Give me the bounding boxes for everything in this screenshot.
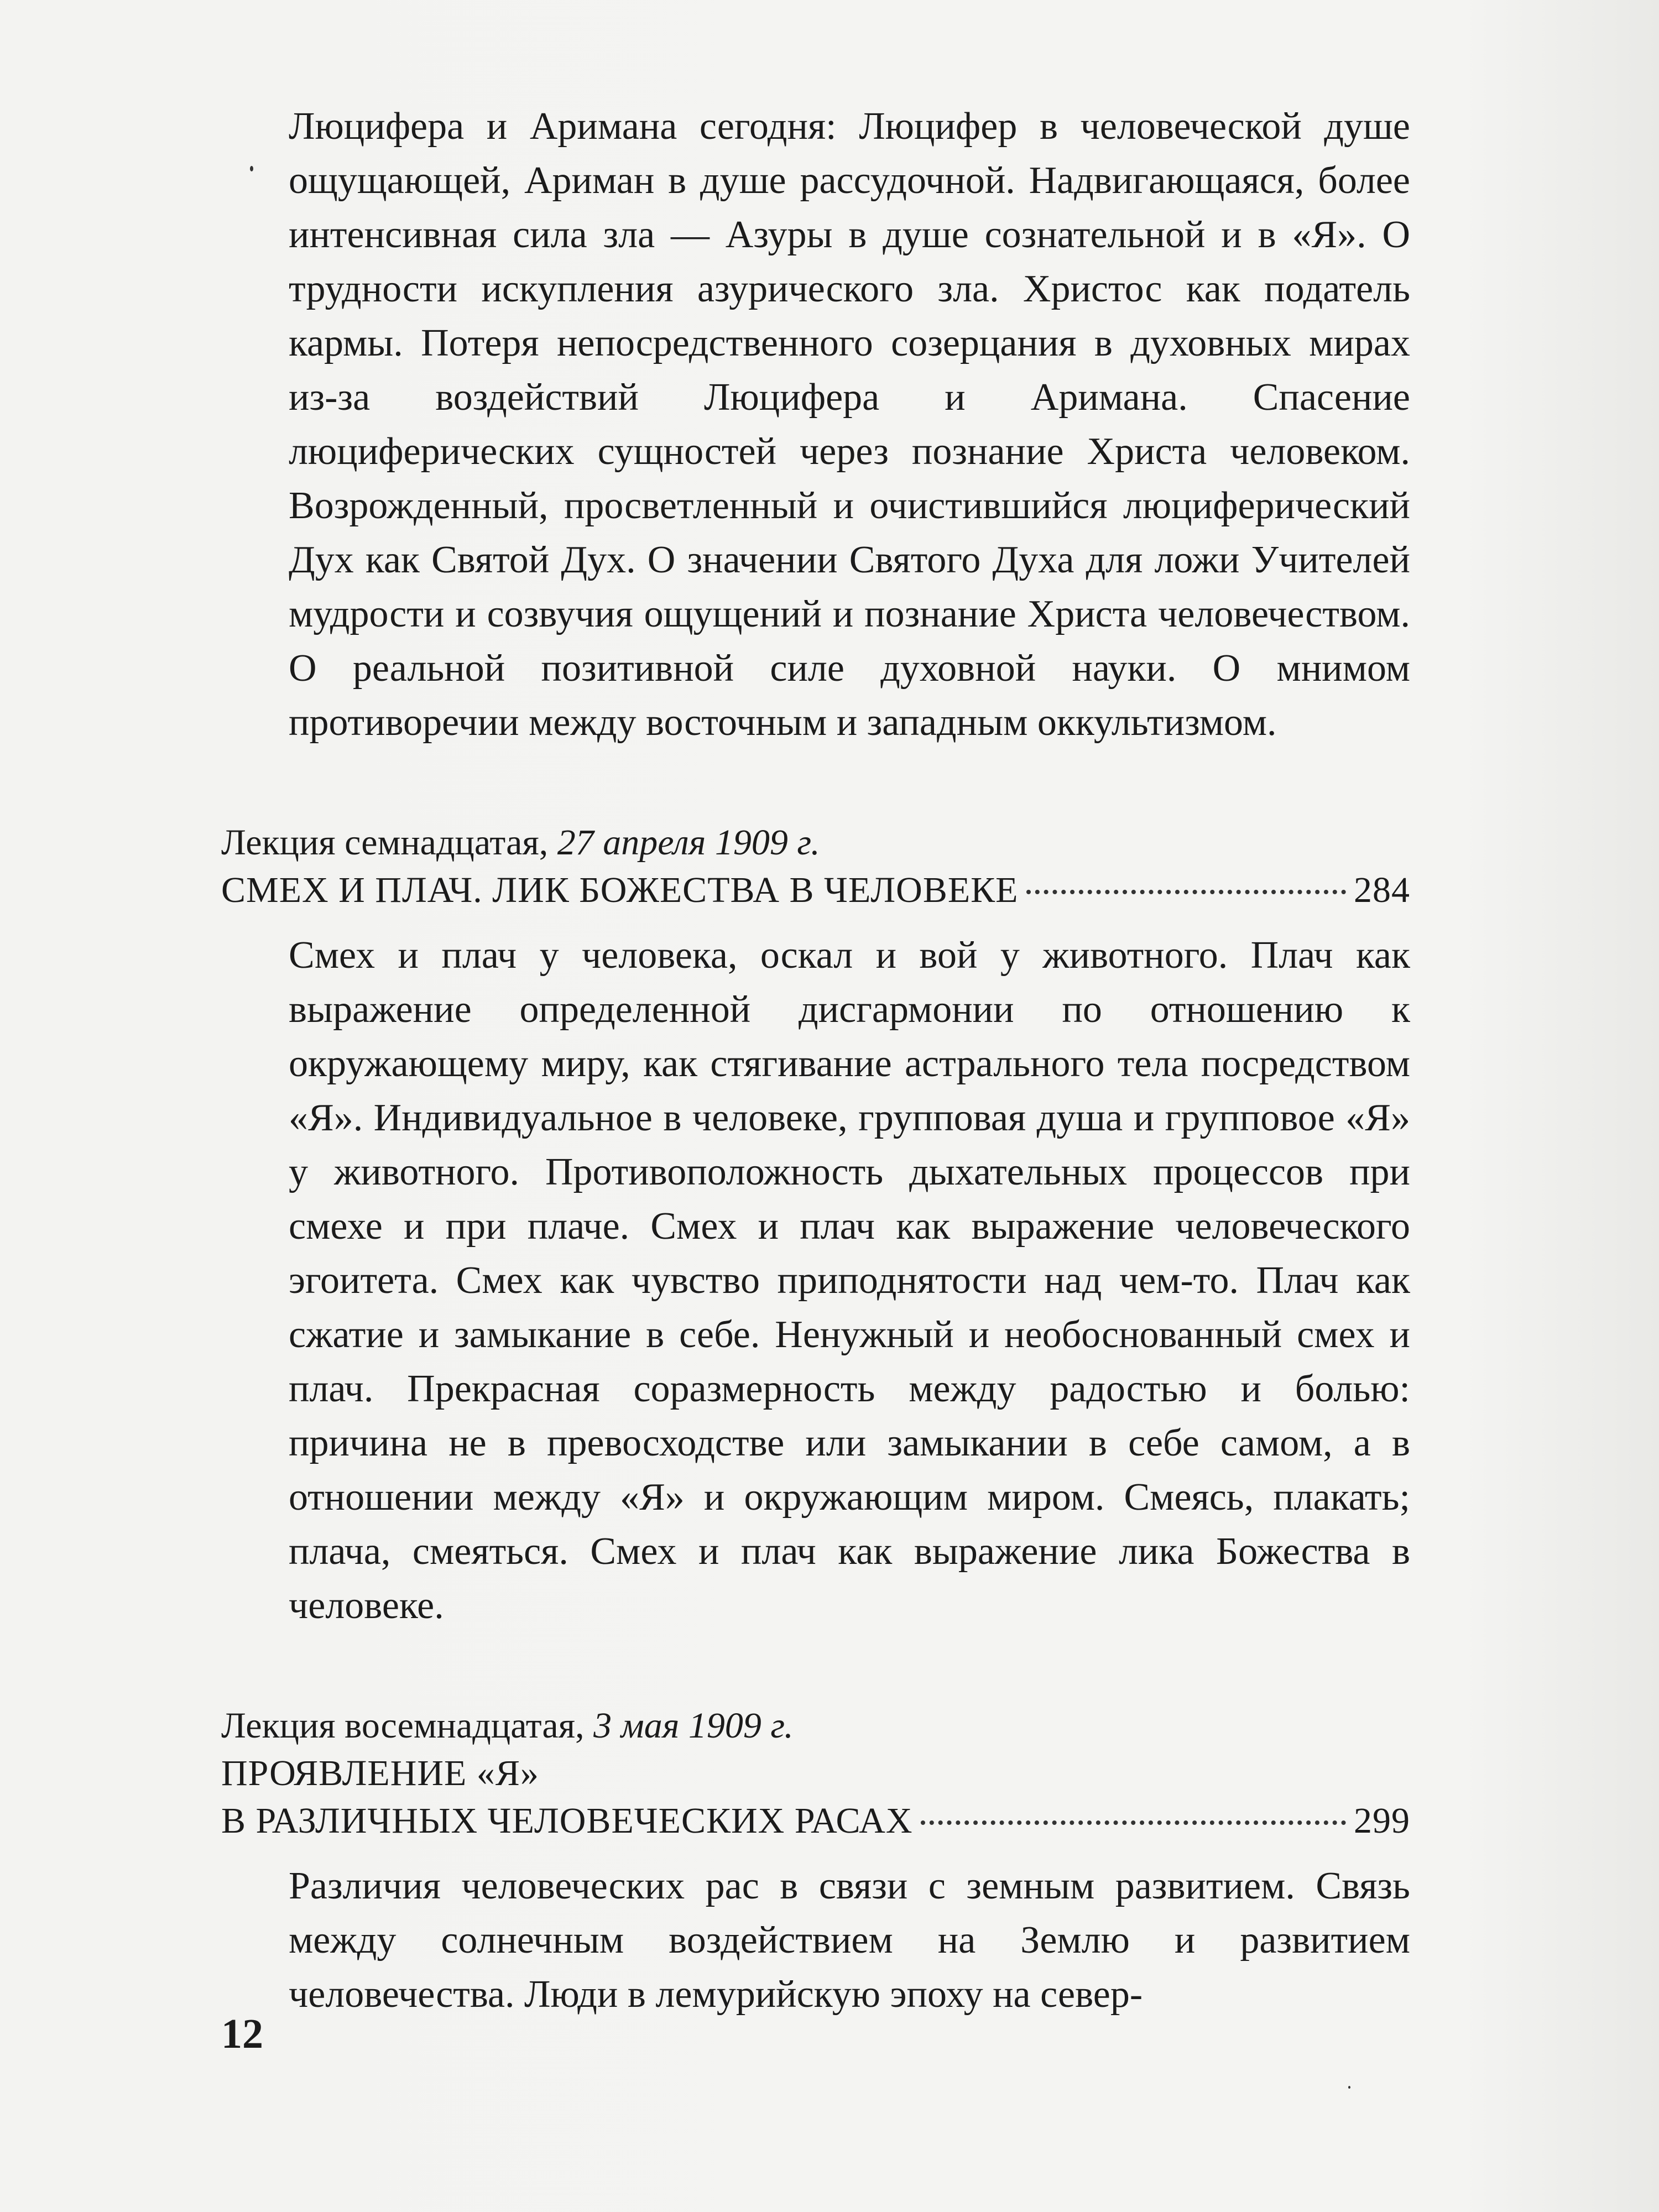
lecture-entry-18 bbox=[221, 1702, 1410, 2022]
lecture-heading bbox=[221, 819, 1410, 867]
lecture-heading bbox=[221, 1702, 1410, 1750]
page-folio-number: 12 bbox=[221, 2011, 263, 2057]
paper-speck bbox=[250, 166, 253, 171]
page-content bbox=[221, 100, 1410, 2022]
lecture-title: СМЕХ И ПЛАЧ. ЛИК БОЖЕСТВА В ЧЕЛОВЕКЕ bbox=[221, 870, 1019, 910]
lecture-date: 27 апреля 1909 г. bbox=[557, 822, 820, 863]
continuation-paragraph: Люцифера и Аримана сегодня: Люцифер в человеческой душе ощущающей, Ариман в душе рассудочной. Надвигающаяся, более интенсивная сила зла — Азуры в душе сознательной и в «Я». О трудности искупления азурического зла. Христос как податель кармы. Потеря непосредственного созерцания в духовных мирах из-за воздействий Люцифера и Аримана. Спасение люциферических сущностей через познание Христа человеком. Возрожденный, просветленный и очистившийся люциферический Дух как Святой Дух. О значении Святого Духа для ложи Учителей мудрости и созвучия ощущений и познание Христа человечеством. О реальной позитивной силе духовной науки. О мнимом противоречии между восточным и западным оккультизмом. bbox=[289, 105, 1410, 744]
page-number: 284 bbox=[1354, 870, 1410, 910]
lecture-number: Лекция семнадцатая, bbox=[221, 822, 557, 863]
leader-dots bbox=[1026, 890, 1347, 894]
lecture-summary: Различия человеческих рас в связи с земным развитием. Связь между солнечным воздействием на Землю и развитием человечества. Люди в лемурийскую эпоху на север- bbox=[289, 1865, 1410, 2016]
page-number: 299 bbox=[1354, 1801, 1410, 1841]
lecture-title-first-line: ПРОЯВЛЕНИЕ «Я» bbox=[221, 1753, 539, 1793]
leader-dots bbox=[921, 1820, 1346, 1825]
toc-title-line bbox=[221, 867, 1410, 914]
lecture-date: 3 мая 1909 г. bbox=[593, 1705, 794, 1746]
paper-speck bbox=[1348, 2086, 1350, 2089]
lecture-number: Лекция восемнадцатая, bbox=[221, 1705, 594, 1746]
toc-title-line bbox=[221, 1797, 1410, 1845]
lecture-summary: Смех и плач у человека, оскал и вой у животного. Плач как выражение определенной дисгармонии по отношению к окружающему миру, как стягивание астрального тела посредством «Я». Индивидуальное в человеке, групповая душа и групповое «Я» у животного. Противоположность дыхательных процессов при смехе и при плаче. Смех и плач как выражение человеческого эгоитета. Смех как чувство приподнятости над чем-то. Плач как сжатие и замыкание в себе. Ненужный и необоснованный смех и плач. Прекрасная соразмерность между радостью и болью: причина не в превосходстве или замыкании в себе самом, а в отношении между «Я» и окружающим миром. Смеясь, плакать; плача, смеяться. Смех и плач как выражение лика Божества в человеке. bbox=[289, 934, 1410, 1627]
lecture-entry-17 bbox=[221, 819, 1410, 1633]
lecture-title: В РАЗЛИЧНЫХ ЧЕЛОВЕЧЕСКИХ РАСАХ bbox=[221, 1801, 913, 1841]
